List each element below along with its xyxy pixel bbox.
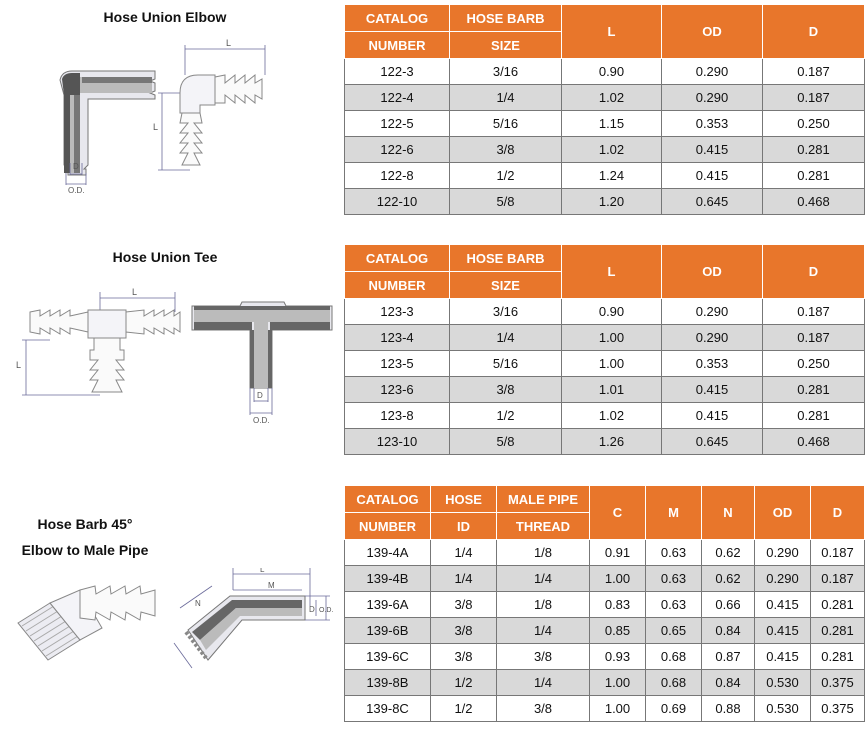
tee-outline-view: [16, 287, 180, 395]
header-catalog: CATALOG: [345, 486, 431, 513]
table-cell: 1.00: [590, 696, 646, 722]
table-row: [345, 85, 865, 111]
elbow-section-view: [60, 71, 155, 195]
header-size: SIZE: [450, 272, 562, 299]
table-cell: 0.290: [662, 299, 763, 325]
table-cell: 3/8: [431, 592, 497, 618]
45-elbow-section-view: [174, 568, 333, 668]
table-cell: 1.00: [562, 325, 662, 351]
table-row: [345, 137, 865, 163]
header-c: C: [590, 486, 646, 540]
table-row: [345, 403, 865, 429]
table-cell: 0.63: [646, 566, 702, 592]
table-cell: 1/2: [431, 670, 497, 696]
table-cell: 0.63: [646, 540, 702, 566]
elbow-spec-table: [344, 4, 865, 215]
table-cell: 0.353: [662, 111, 763, 137]
header-catalog: CATALOG: [345, 5, 450, 32]
table-cell: 1/4: [450, 325, 562, 351]
table-cell: 0.415: [755, 592, 811, 618]
table-cell: 0.353: [662, 351, 763, 377]
table-cell: 0.68: [646, 644, 702, 670]
tee-section-view: [192, 302, 332, 425]
table-row: [345, 325, 865, 351]
header-id: ID: [431, 513, 497, 540]
table-cell: 0.281: [811, 644, 865, 670]
table-cell: 123-4: [345, 325, 450, 351]
header-hose: HOSE: [431, 486, 497, 513]
table-cell: 0.468: [763, 429, 865, 455]
table-cell: 0.93: [590, 644, 646, 670]
table-cell: 1.00: [562, 351, 662, 377]
table-cell: 0.415: [662, 137, 763, 163]
table-cell: 1/2: [431, 696, 497, 722]
table-cell: 0.87: [702, 644, 755, 670]
table-cell: 1.26: [562, 429, 662, 455]
header-l: L: [562, 5, 662, 59]
svg-text:O.D.: O.D.: [68, 186, 85, 195]
table-cell: 0.645: [662, 189, 763, 215]
table-cell: 1/4: [431, 540, 497, 566]
header-l: L: [562, 245, 662, 299]
table-cell: 139-8B: [345, 670, 431, 696]
table-cell: 0.281: [763, 377, 865, 403]
table-cell: 122-3: [345, 59, 450, 85]
table-cell: 3/8: [431, 618, 497, 644]
hose-union-elbow-drawing: [40, 35, 300, 195]
section-title-elbow: Hose Union Elbow: [103, 9, 227, 25]
table-cell: 122-5: [345, 111, 450, 137]
header-od: OD: [755, 486, 811, 540]
table-cell: 0.415: [755, 618, 811, 644]
table-cell: 0.281: [811, 592, 865, 618]
table-cell: 0.415: [662, 377, 763, 403]
table-cell: 123-8: [345, 403, 450, 429]
table-cell: 1/4: [450, 85, 562, 111]
header-number: NUMBER: [345, 32, 450, 59]
header-od: OD: [662, 245, 763, 299]
header-male-pipe: MALE PIPE: [497, 486, 590, 513]
svg-text:L: L: [260, 568, 265, 574]
header-thread: THREAD: [497, 513, 590, 540]
table-cell: 0.187: [763, 59, 865, 85]
table-cell: 123-5: [345, 351, 450, 377]
table-cell: 0.375: [811, 670, 865, 696]
table-row: [345, 163, 865, 189]
table-cell: 0.290: [755, 566, 811, 592]
table-row: [345, 696, 865, 722]
table-cell: 0.415: [662, 403, 763, 429]
table-cell: 122-4: [345, 85, 450, 111]
table-cell: 0.187: [763, 325, 865, 351]
table-cell: 123-6: [345, 377, 450, 403]
svg-text:D: D: [257, 391, 263, 400]
table-cell: 0.530: [755, 696, 811, 722]
header-number: NUMBER: [345, 272, 450, 299]
table-cell: 5/8: [450, 189, 562, 215]
table-cell: 0.290: [662, 85, 763, 111]
45-elbow-spec-table: [344, 485, 865, 722]
45-elbow-table-body: [345, 540, 865, 722]
svg-text:L: L: [132, 287, 138, 297]
header-d: D: [763, 245, 865, 299]
table-cell: 0.375: [811, 696, 865, 722]
table-row: [345, 644, 865, 670]
table-cell: 0.91: [590, 540, 646, 566]
table-cell: 0.187: [811, 540, 865, 566]
elbow-outline-view: [153, 38, 265, 170]
table-cell: 0.90: [562, 299, 662, 325]
table-cell: 123-10: [345, 429, 450, 455]
table-cell: 0.645: [662, 429, 763, 455]
header-size: SIZE: [450, 32, 562, 59]
table-cell: 0.83: [590, 592, 646, 618]
table-row: [345, 540, 865, 566]
table-cell: 1/2: [450, 403, 562, 429]
svg-text:N: N: [195, 599, 201, 608]
svg-text:O.D.: O.D.: [253, 416, 270, 425]
table-row: [345, 429, 865, 455]
table-cell: 1/8: [497, 592, 590, 618]
hose-barb-45-elbow-drawing: [10, 568, 340, 683]
table-cell: 0.468: [763, 189, 865, 215]
45-elbow-3d-view: [18, 586, 155, 660]
section-title-tee: Hose Union Tee: [112, 249, 218, 265]
header-n: N: [702, 486, 755, 540]
svg-text:L: L: [226, 38, 232, 48]
section-title-45-elbow: Hose Barb 45°: [37, 516, 133, 532]
section-title-45-elbow-line2: Elbow to Male Pipe: [21, 542, 149, 558]
svg-text:D: D: [73, 162, 79, 171]
header-d: D: [811, 486, 865, 540]
table-cell: 3/8: [450, 137, 562, 163]
table-cell: 3/16: [450, 299, 562, 325]
header-od: OD: [662, 5, 763, 59]
table-cell: 3/8: [450, 377, 562, 403]
table-cell: 0.530: [755, 670, 811, 696]
table-cell: 0.250: [763, 351, 865, 377]
table-cell: 139-4B: [345, 566, 431, 592]
table-cell: 1.02: [562, 85, 662, 111]
table-cell: 1/4: [497, 618, 590, 644]
table-cell: 1/8: [497, 540, 590, 566]
table-cell: 0.84: [702, 670, 755, 696]
table-cell: 0.290: [662, 325, 763, 351]
table-cell: 0.415: [755, 644, 811, 670]
table-cell: 0.281: [763, 137, 865, 163]
table-row: [345, 618, 865, 644]
svg-text:O.D.: O.D.: [319, 607, 334, 614]
table-row: [345, 377, 865, 403]
header-d: D: [763, 5, 865, 59]
table-cell: 5/16: [450, 111, 562, 137]
table-cell: 139-6B: [345, 618, 431, 644]
table-cell: 3/8: [431, 644, 497, 670]
header-m: M: [646, 486, 702, 540]
table-cell: 139-4A: [345, 540, 431, 566]
svg-text:M: M: [268, 581, 275, 590]
table-cell: 1.02: [562, 403, 662, 429]
table-cell: 0.63: [646, 592, 702, 618]
tee-spec-table: [344, 244, 865, 455]
table-cell: 1/4: [431, 566, 497, 592]
table-cell: 1.24: [562, 163, 662, 189]
table-cell: 0.290: [755, 540, 811, 566]
table-cell: 3/8: [497, 696, 590, 722]
table-row: [345, 189, 865, 215]
table-cell: 0.415: [662, 163, 763, 189]
header-number: NUMBER: [345, 513, 431, 540]
table-cell: 1.01: [562, 377, 662, 403]
table-cell: 3/16: [450, 59, 562, 85]
table-row: [345, 59, 865, 85]
table-cell: 123-3: [345, 299, 450, 325]
table-row: [345, 670, 865, 696]
table-cell: 5/8: [450, 429, 562, 455]
table-cell: 3/8: [497, 644, 590, 670]
table-cell: 139-6A: [345, 592, 431, 618]
hose-union-tee-drawing: [10, 280, 340, 430]
table-cell: 139-6C: [345, 644, 431, 670]
tee-table-body: [345, 299, 865, 455]
table-cell: 0.187: [811, 566, 865, 592]
svg-text:L: L: [153, 122, 159, 132]
table-cell: 0.187: [763, 299, 865, 325]
table-cell: 1.15: [562, 111, 662, 137]
table-cell: 139-8C: [345, 696, 431, 722]
table-row: [345, 566, 865, 592]
table-cell: 1.02: [562, 137, 662, 163]
svg-text:D: D: [309, 605, 315, 614]
header-hose-barb: HOSE BARB: [450, 5, 562, 32]
table-cell: 1.20: [562, 189, 662, 215]
table-cell: 0.90: [562, 59, 662, 85]
table-row: [345, 111, 865, 137]
table-cell: 0.281: [811, 618, 865, 644]
table-cell: 0.84: [702, 618, 755, 644]
svg-text:L: L: [16, 360, 22, 370]
table-cell: 0.281: [763, 163, 865, 189]
table-cell: 0.290: [662, 59, 763, 85]
table-cell: 122-10: [345, 189, 450, 215]
table-cell: 0.250: [763, 111, 865, 137]
table-cell: 122-8: [345, 163, 450, 189]
table-cell: 1/2: [450, 163, 562, 189]
table-cell: 122-6: [345, 137, 450, 163]
table-cell: 0.88: [702, 696, 755, 722]
table-cell: 1.00: [590, 566, 646, 592]
table-cell: 1.00: [590, 670, 646, 696]
table-cell: 5/16: [450, 351, 562, 377]
table-cell: 0.69: [646, 696, 702, 722]
table-cell: 0.66: [702, 592, 755, 618]
table-cell: 0.62: [702, 566, 755, 592]
table-cell: 0.187: [763, 85, 865, 111]
elbow-table-body: [345, 59, 865, 215]
table-cell: 0.68: [646, 670, 702, 696]
table-row: [345, 592, 865, 618]
table-cell: 0.65: [646, 618, 702, 644]
table-row: [345, 351, 865, 377]
table-cell: 0.281: [763, 403, 865, 429]
table-cell: 0.85: [590, 618, 646, 644]
table-row: [345, 299, 865, 325]
table-cell: 1/4: [497, 566, 590, 592]
header-hose-barb: HOSE BARB: [450, 245, 562, 272]
table-cell: 0.62: [702, 540, 755, 566]
header-catalog: CATALOG: [345, 245, 450, 272]
table-cell: 1/4: [497, 670, 590, 696]
